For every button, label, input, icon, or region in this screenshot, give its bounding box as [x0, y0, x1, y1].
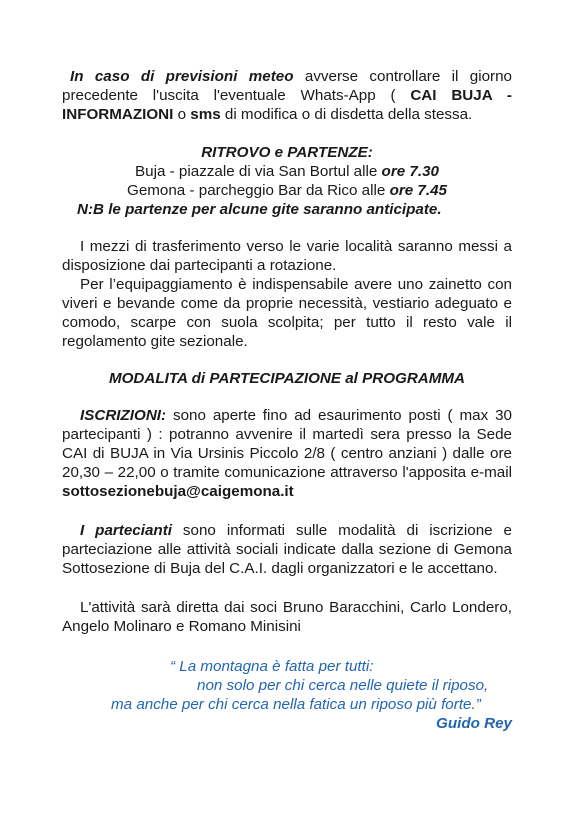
schedule-buja — [62, 162, 512, 181]
meteo-text-3: di modifica o di disdetta della stessa. — [220, 106, 473, 123]
schedule-buja-time: ore 7.30 — [381, 163, 439, 180]
quote-line-1: “ La montagna è fatta per tutti: — [170, 658, 374, 675]
equipaggiamento-paragraph: Per l’equipaggiamento è indispensabile avere uno zainetto con viveri e bevande come da proprie necessità, vestiario adeguato e comodo, scarpe con suola scolpita; per tutto il resto vale il regolamento gite sezionale. — [62, 276, 512, 350]
whatsapp-group-name: CAI BUJA - INFORMAZIONI — [62, 87, 512, 123]
iscrizioni-lead: ISCRIZIONI: — [80, 407, 167, 424]
meteo-text-1: avverse controllare il giorno precedente l'uscita l'eventuale Whats-App ( — [62, 68, 512, 104]
partecianti-lead: I partecianti — [80, 522, 172, 539]
iscrizioni-paragraph — [62, 406, 512, 501]
quote-line-2: non solo per chi cerca nelle quiete il riposo, — [197, 677, 489, 694]
quote-block — [62, 657, 512, 714]
trasferimento-paragraph: I mezzi di trasferimento verso le varie località saranno messi a disposizione dai partecipanti a rotazione. — [62, 238, 512, 274]
meteo-paragraph — [62, 67, 512, 124]
sms-label: sms — [190, 106, 221, 123]
ritrovo-title: RITROVO e PARTENZE: — [201, 144, 373, 161]
meteo-lead: In caso di previsioni meteo — [70, 68, 294, 85]
departure-note: N:B le partenze per alcune gite saranno anticipate. — [77, 201, 442, 218]
iscrizioni-text: sono aperte fino ad esaurimento posti ( max 30 partecipanti ) : potranno avvenire il martedì sera presso la Sede CAI di BUJA in Via Ursinis Piccolo 2/8 ( centro anziani ) dalle ore 20,30 – 22,00 o tramite comunicazione attraverso l'apposita e-mail — [62, 407, 512, 481]
contact-email: sottosezionebuja@caigemona.it — [62, 483, 294, 500]
quote-author: Guido Rey — [436, 715, 512, 732]
schedule-gemona-time: ore 7.45 — [389, 182, 447, 199]
schedule-gemona-place: Gemona - parcheggio Bar da Rico alle — [127, 182, 390, 199]
modalita-title: MODALITA di PARTECIPAZIONE al PROGRAMMA — [108, 370, 466, 387]
quote-line-3: ma anche per chi cerca nella fatica un riposo più forte.” — [111, 696, 481, 713]
meteo-text-2: o — [173, 106, 191, 123]
partecianti-paragraph — [62, 521, 512, 578]
partecianti-text: sono informati sulle modalità di iscrizione e parteciazione alle attività sociali indicate dalla sezione di Gemona Sottosezione di Buja del C.A.I. dagli organizzatori e le accettano. — [62, 522, 512, 577]
schedule-gemona — [62, 181, 512, 200]
schedule-buja-place: Buja - piazzale di via San Bortul alle — [135, 163, 382, 180]
document-page — [62, 67, 512, 733]
attivita-paragraph: L'attività sarà diretta dai soci Bruno Baracchini, Carlo Londero, Angelo Molinaro e Romano Minisini — [62, 599, 512, 635]
